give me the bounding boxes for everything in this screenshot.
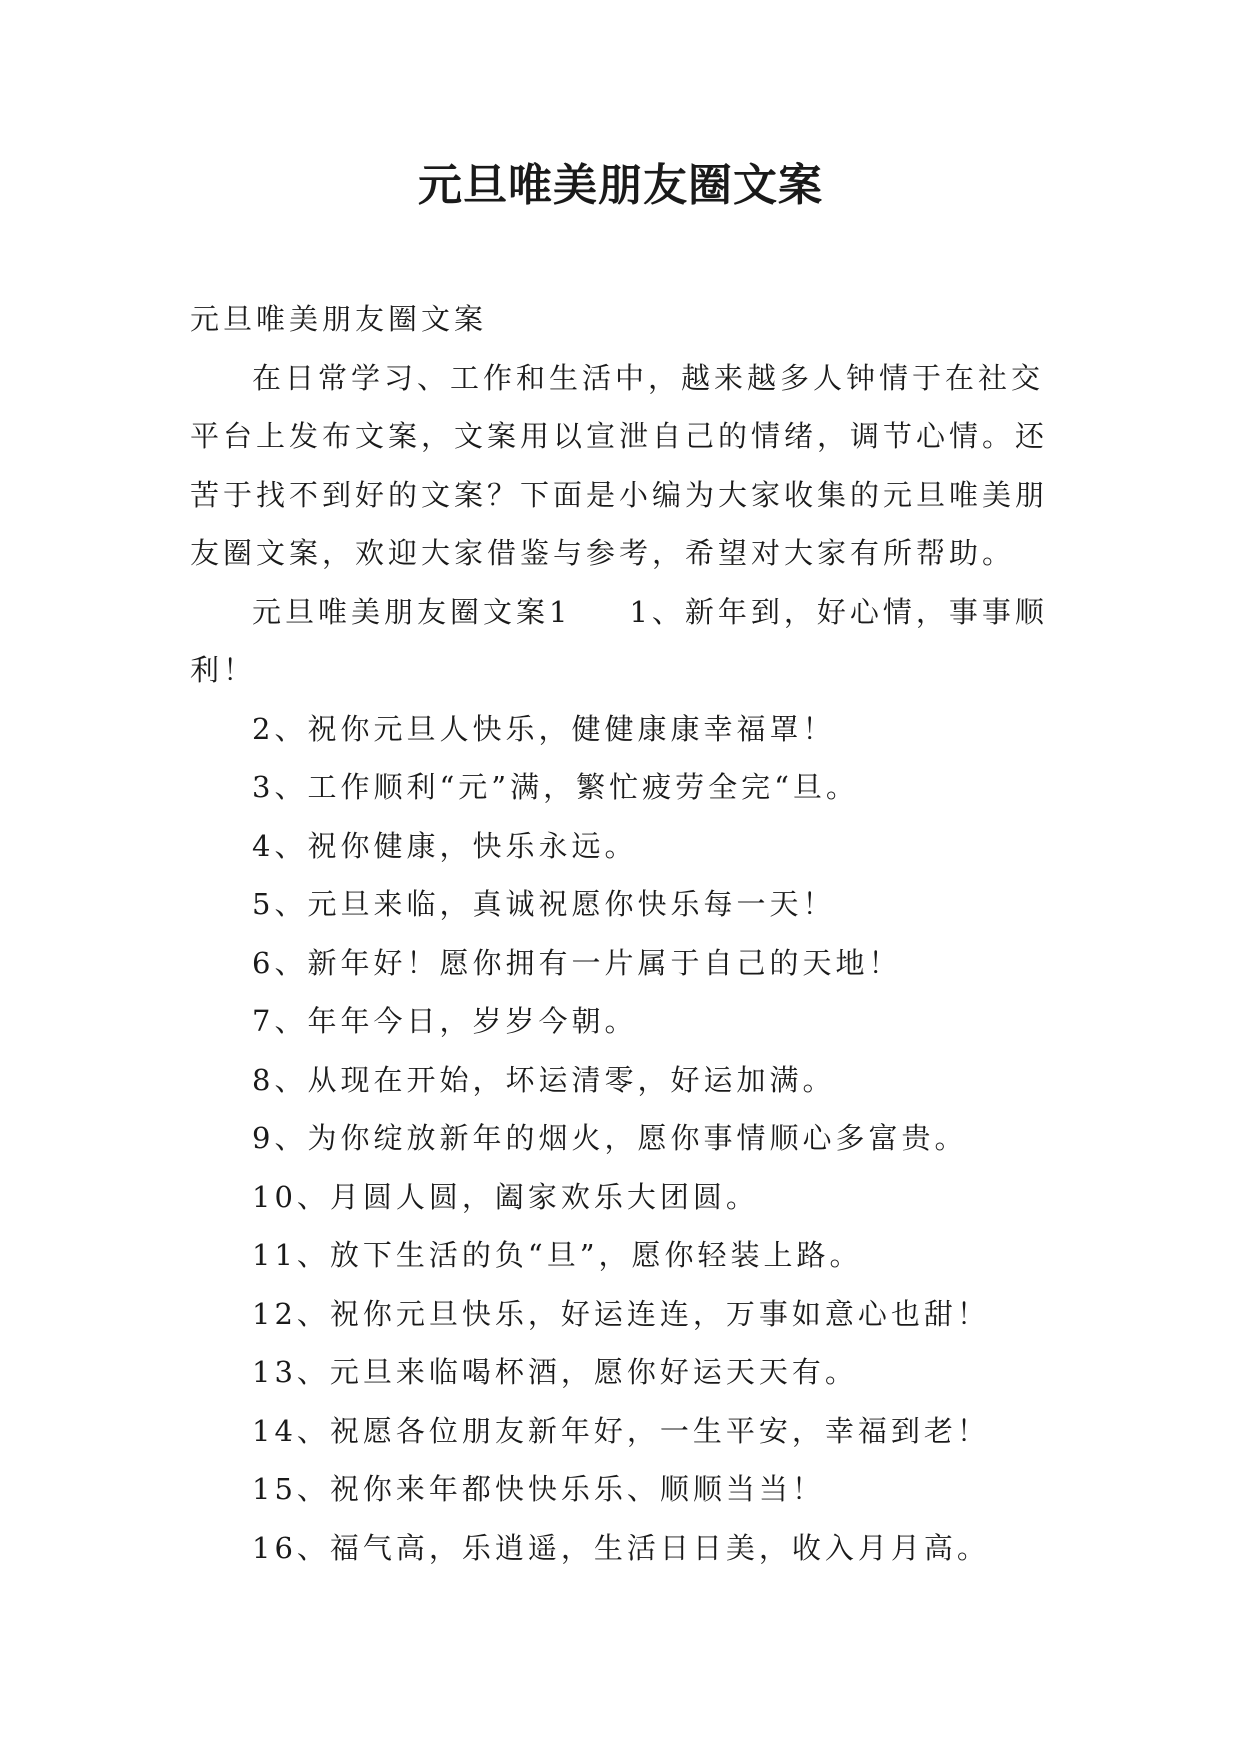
list-item: 11、放下生活的负“旦”，愿你轻装上路。	[252, 1238, 863, 1272]
list-item: 7、年年今日，岁岁今朝。	[252, 1004, 638, 1038]
document-title: 元旦唯美朋友圈文案	[418, 160, 823, 211]
document-body	[190, 290, 1060, 1577]
list-item: 10、月圆人圆，阖家欢乐大团圆。	[252, 1179, 759, 1214]
list-item: 12、祝你元旦快乐，好运连连，万事如意心也甜！	[252, 1296, 990, 1331]
document-subtitle: 元旦唯美朋友圈文案	[190, 302, 488, 336]
section-heading: 元旦唯美朋友圈文案1	[252, 594, 572, 629]
list-item: 9、为你绽放新年的烟火，愿你事情顺心多富贵。	[252, 1121, 968, 1155]
list-item: 15、祝你来年都快快乐乐、顺顺当当！	[252, 1472, 825, 1506]
first-list-item: 1、新年到，好心情，事事顺利！	[190, 594, 1048, 687]
list-item: 6、新年好！愿你拥有一片属于自己的天地！	[252, 945, 902, 980]
list-item: 5、元旦来临，真诚祝愿你快乐每一天！	[252, 887, 836, 921]
wish-list	[190, 700, 1060, 1578]
intro-paragraph: 在日常学习、工作和生活中，越来越多人钟情于在社交平台上发布文案，文案用以宣泄自己的情绪，调节心情。还苦于找不到好的文案？下面是小编为大家收集的元旦唯美朋友圈文案，欢迎大家借鉴与参考，希望对大家有所帮助。	[190, 360, 1049, 570]
section-paragraph	[190, 583, 1060, 700]
list-item: 16、福气高，乐逍遥，生活日日美，收入月月高。	[252, 1530, 990, 1565]
list-item: 14、祝愿各位朋友新年好，一生平安，幸福到老！	[252, 1413, 990, 1448]
list-item: 2、祝你元旦人快乐，健健康康幸福罩！	[252, 711, 836, 746]
list-item: 8、从现在开始，坏运清零，好运加满。	[252, 1062, 836, 1097]
list-item: 4、祝你健康，快乐永远。	[252, 828, 638, 863]
list-item: 13、元旦来临喝杯酒，愿你好运天天有。	[252, 1355, 858, 1389]
list-item: 3、工作顺利“元”满，繁忙疲劳全完“旦。	[252, 770, 859, 804]
